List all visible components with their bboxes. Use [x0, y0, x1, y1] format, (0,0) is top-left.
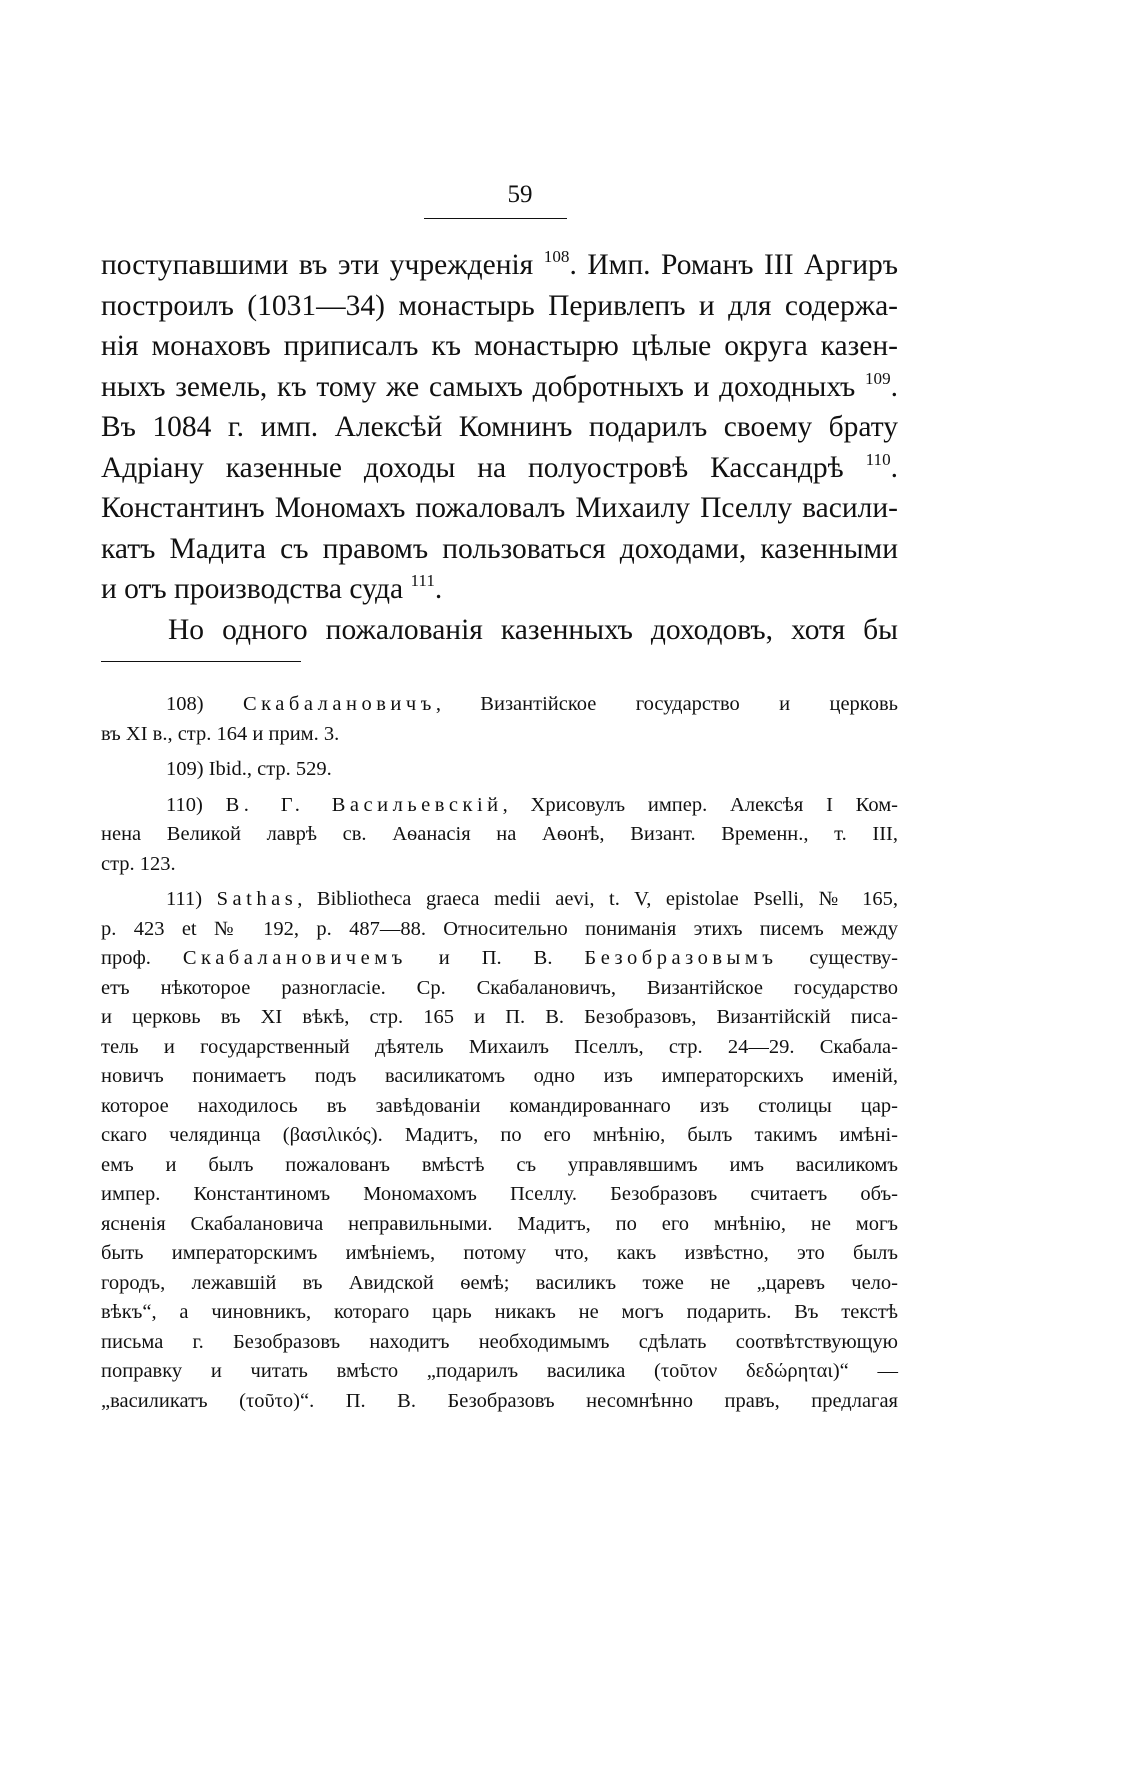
- footnote-line: ясненія Скабалановича неправильными. Мадитъ, по его мнѣнію, не могъ: [101, 1212, 898, 1235]
- text-line: построилъ (1031—34) монастырь Перивлепъ и для содержа-: [101, 289, 898, 322]
- text-line: Въ 1084 г. имп. Алексѣй Комнинъ подарилъ своему брату: [101, 411, 898, 443]
- footnote-line: и церковь въ XI вѣкѣ, стр. 165 и П. В. Безобразовъ, Византійскій писа-: [101, 1006, 898, 1028]
- footnote-line: поправку и читать вмѣсто „подарилъ василика (τοῦτον δεδώρηται)“ —: [101, 1360, 898, 1382]
- footnote-line: импер. Константиномъ Мономахомъ Пселлу. Безобразовъ считаетъ объ-: [101, 1183, 898, 1205]
- footnote-line: вѣкъ“, а чиновникъ, котораго царь никакъ не могъ подарить. Въ текстѣ: [101, 1301, 898, 1323]
- footnote-ref: 111: [410, 571, 435, 591]
- footnote-line: 110) В. Г. Васильевскій, Хрисовулъ импер. Алексѣя I Ком-: [166, 793, 898, 816]
- footnote-line: нена Великой лаврѣ св. Аѳанасія на Аѳонѣ, Визант. Временн., т. III,: [101, 823, 898, 845]
- footnote-line: городъ, лежавшій въ Авидской ѳемѣ; василикъ тоже не „царевъ чело-: [101, 1271, 898, 1294]
- text-line: Адріану казенные доходы на полуостровѣ Кассандрѣ $^{110}$.: [101, 449, 898, 484]
- text-line: ныхъ земель, къ тому же самыхъ добротныхъ и доходныхъ $^{109}$.: [101, 368, 898, 403]
- footnote-line: быть императорскимъ имѣніемъ, потому что, какъ извѣстно, это былъ: [101, 1242, 898, 1264]
- page-number-rule: [424, 218, 567, 219]
- footnote-line: 109) Ibid., стр. 529.: [166, 758, 332, 780]
- footnotes: [101, 690, 898, 1416]
- footnote-ref: 110: [865, 449, 891, 469]
- main-text-body: [101, 245, 898, 650]
- footnote-ref: 109: [864, 368, 891, 388]
- text-line: катъ Мадита съ правомъ пользоваться доходами, казенными: [101, 532, 898, 565]
- footnote-line: емъ и былъ пожалованъ вмѣстѣ съ управлявшимъ имъ василикомъ: [101, 1153, 898, 1176]
- text-line: и отъ производства суда $^{111}$.: [101, 571, 443, 605]
- footnote-line: „василикатъ (τοῦτο)“. П. В. Безобразовъ несомнѣнно правъ, предлагая: [101, 1389, 898, 1412]
- footnote-line: проф. Скабалановичемъ и П. В. Безобразовымъ существу-: [101, 947, 898, 969]
- footnote-line: 108) Скабалановичъ, Византійское государство и церковь: [166, 693, 898, 715]
- footnote-line: стр. 123.: [101, 852, 176, 875]
- text-line: поступавшими въ эти учрежденія $^{108}$. Имп. Романъ III Аргиръ: [101, 247, 898, 281]
- footnote-line: етъ нѣкоторое разногласіе. Ср. Скабалановичъ, Византійское государство: [101, 976, 898, 999]
- footnote-line: скаго челядинца (βασιλικός). Мадитъ, по его мнѣнію, былъ такимъ имѣні-: [101, 1124, 898, 1146]
- footnote-line: письма г. Безобразовъ находитъ необходимымъ сдѣлать соотвѣтствующую: [101, 1330, 898, 1353]
- text-line: нія монаховъ приписалъ къ монастырю цѣлые округа казен-: [101, 330, 898, 362]
- footnote-separator: [101, 661, 301, 662]
- footnote-line: p. 423 et № 192, p. 487—88. Относительно пониманія этихъ писемъ между: [101, 917, 898, 940]
- footnote-ref: 108: [543, 247, 570, 267]
- text-line: Но одного пожалованія казенныхъ доходовъ, хотя бы: [168, 613, 898, 646]
- text-line: Константинъ Мономахъ пожаловалъ Михаилу Пселлу васили-: [101, 492, 898, 524]
- footnote-line: которое находилось въ завѣдованіи командированнаго изъ столицы цар-: [101, 1094, 898, 1117]
- page-number: 59: [507, 181, 533, 208]
- footnote-line: въ XI в., стр. 164 и прим. 3.: [101, 722, 340, 745]
- footnote-line: тель и государственный дѣятель Михаилъ Пселлъ, стр. 24—29. Скабала-: [101, 1035, 898, 1058]
- footnote-line: 111) Sathas, Bibliotheca graeca medii aevi, t. V, epistolae Pselli, № 165,: [166, 888, 898, 910]
- footnote-line: новичъ понимаетъ подъ василикатомъ одно изъ императорскихъ именій,: [101, 1065, 898, 1087]
